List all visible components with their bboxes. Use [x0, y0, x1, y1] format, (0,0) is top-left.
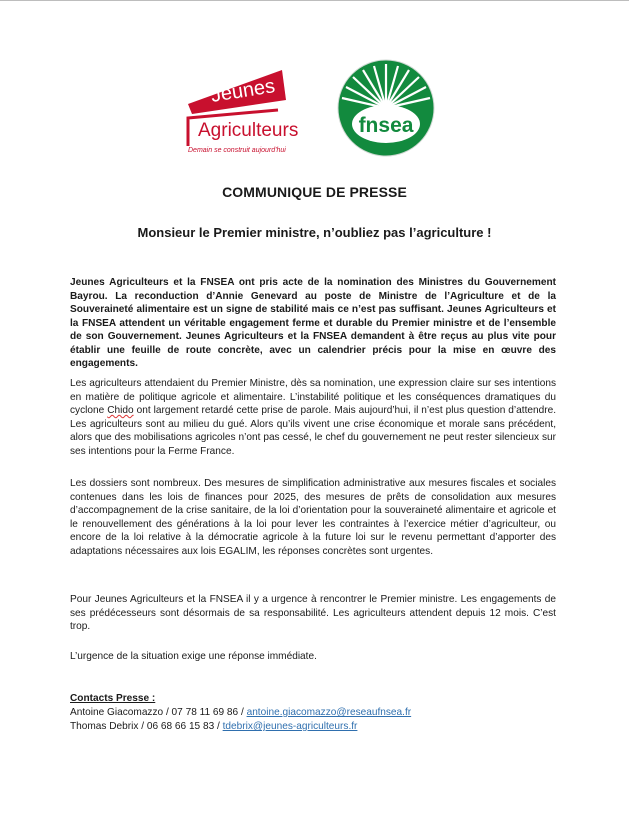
svg-text:Demain se construit aujourd'hu: Demain se construit aujourd'hui	[188, 147, 286, 154]
svg-text:Agriculteurs: Agriculteurs	[198, 120, 299, 141]
document-title: COMMUNIQUE DE PRESSE	[222, 184, 407, 200]
svg-text:fnsea: fnsea	[358, 114, 414, 137]
press-contacts	[70, 692, 411, 734]
contact-2-name-phone: Thomas Debrix / 06 68 66 15 83 /	[70, 721, 223, 732]
paragraph-2-part-1: Les agriculteurs attendaient du Premier Ministre, dès sa nomination, une expression claire sur ses intentions en matière de politique agricole et alimentaire. L’instabilité politique et les conséquences dramatiques du cyclone	[70, 378, 556, 416]
contact-line-2	[70, 720, 411, 734]
contact-2-email-link[interactable]: tdebrix@jeunes-agriculteurs.fr	[222, 721, 358, 732]
fnsea-logo	[336, 58, 436, 158]
page-border	[0, 0, 629, 1]
document-subtitle: Monsieur le Premier ministre, n’oubliez pas l’agriculture !	[137, 225, 492, 240]
body-paragraph-4: L’urgence de la situation exige une réponse immédiate.	[70, 651, 317, 662]
body-paragraph-1	[70, 377, 556, 458]
svg-text:Jeunes: Jeunes	[209, 75, 277, 107]
body-paragraph-2: Les dossiers sont nombreux. Des mesures de simplification administrative aux mesures fiscales et sociales contenues dans les lois de finances pour 2025, des mesures de prêts de consolidation aux mesures d’accompagnement de la crise sanitaire, de la loi d’orientation pour la souveraineté alimentaire et agricole et le renouvellement des générations à la loi pour lever les contraintes à l’exercice métier d’agriculteur, ou encore de la loi relative à la démocratie agricole à la future loi sur le revenu permettant d’apporter des adaptations nécessaires aux lois EGALIM, les réponses concrètes sont urgentes.	[70, 478, 556, 557]
body-paragraph-3: Pour Jeunes Agriculteurs et la FNSEA il y a urgence à rencontrer le Premier ministre. Les engagements de ses prédécesseurs sont désormais de sa responsabilité. Les agriculteurs attendent depuis 12 mois. C’est trop.	[70, 594, 556, 632]
contacts-heading: Contacts Presse :	[70, 693, 156, 704]
paragraph-2-part-2: ont largement retardé cette prise de parole. Mais aujourd’hui, il n’est plus question d’attendre. Les agriculteurs sont au milieu du gué. Alors qu’ils vivent une crise économique et morale sans précédent, alors que des mobilisations agricoles n’ont pas cessé, le chef du gouvernement ne peut rester silencieux sur ses intentions pour la Ferme France.	[70, 405, 557, 457]
contact-1-name-phone: Antoine Giacomazzo / 07 78 11 69 86 /	[70, 707, 247, 718]
jeunes-agriculteurs-logo	[186, 66, 306, 158]
contact-1-email-link[interactable]: antoine.giacomazzo@reseaufnsea.fr	[246, 707, 412, 718]
misspelled-word: Chido	[107, 405, 134, 416]
intro-paragraph: Jeunes Agriculteurs et la FNSEA ont pris acte de la nomination des Ministres du Gouvernement Bayrou. La reconduction d’Annie Genevard au poste de Ministre de l’Agriculture et de la Souveraineté alimentaire est un signe de stabilité mais ce n’est pas suffisant. Jeunes Agriculteurs et la FNSEA attendent un véritable engagement ferme et durable du Premier ministre et de l’ensemble de son Gouvernement. Jeunes Agriculteurs et la FNSEA demandent à être reçus au plus vite pour établir une feuille de route concrète, avec un calendrier précis pour la mise en œuvre des engagements.	[70, 277, 556, 369]
contact-line-1	[70, 706, 411, 720]
